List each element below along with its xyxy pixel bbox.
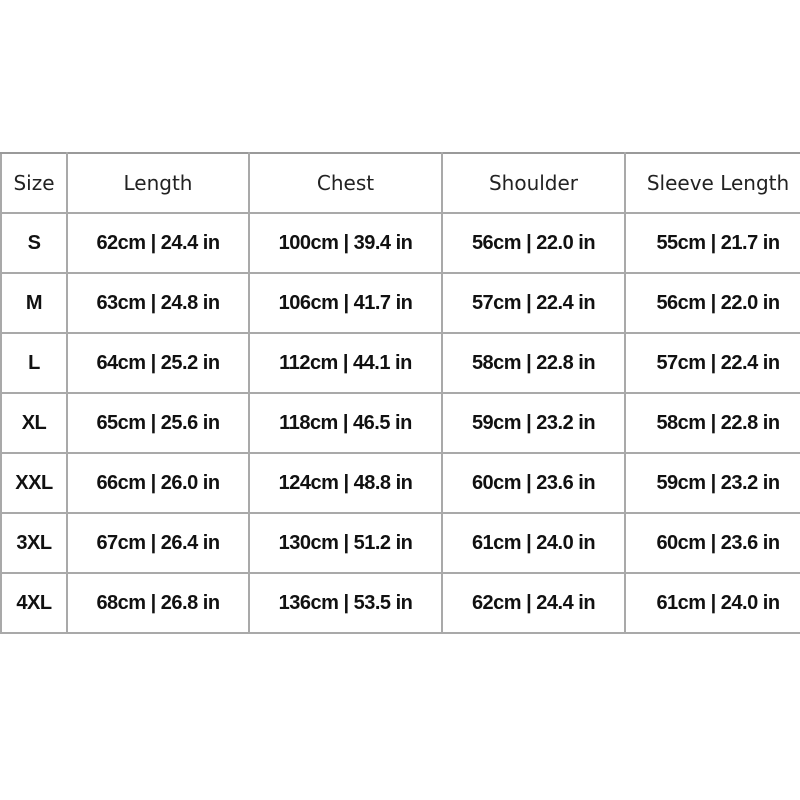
shoulder-cell: 60cm | 23.6 in (442, 453, 625, 513)
shoulder-cell: 57cm | 22.4 in (442, 273, 625, 333)
sleeve-length-cell: 61cm | 24.0 in (625, 573, 800, 633)
length-cell: 62cm | 24.4 in (67, 213, 249, 273)
table-row (1, 213, 800, 273)
shoulder-cell: 58cm | 22.8 in (442, 333, 625, 393)
size-cell: L (1, 333, 67, 393)
sleeve-length-cell: 56cm | 22.0 in (625, 273, 800, 333)
header-chest: Chest (249, 153, 442, 213)
size-chart-table (0, 152, 800, 634)
size-chart-header (1, 153, 800, 213)
size-cell: XL (1, 393, 67, 453)
shoulder-cell: 61cm | 24.0 in (442, 513, 625, 573)
chest-cell: 130cm | 51.2 in (249, 513, 442, 573)
header-shoulder: Shoulder (442, 153, 625, 213)
size-cell: 4XL (1, 573, 67, 633)
size-cell: 3XL (1, 513, 67, 573)
table-row (1, 333, 800, 393)
sleeve-length-cell: 55cm | 21.7 in (625, 213, 800, 273)
size-cell: S (1, 213, 67, 273)
sleeve-length-cell: 57cm | 22.4 in (625, 333, 800, 393)
size-cell: M (1, 273, 67, 333)
chest-cell: 112cm | 44.1 in (249, 333, 442, 393)
table-row (1, 393, 800, 453)
chest-cell: 124cm | 48.8 in (249, 453, 442, 513)
sleeve-length-cell: 58cm | 22.8 in (625, 393, 800, 453)
header-size: Size (1, 153, 67, 213)
size-chart-body (1, 213, 800, 633)
header-length: Length (67, 153, 249, 213)
chest-cell: 106cm | 41.7 in (249, 273, 442, 333)
chest-cell: 100cm | 39.4 in (249, 213, 442, 273)
header-row (1, 153, 800, 213)
table-row (1, 453, 800, 513)
length-cell: 67cm | 26.4 in (67, 513, 249, 573)
table-row (1, 273, 800, 333)
shoulder-cell: 56cm | 22.0 in (442, 213, 625, 273)
length-cell: 63cm | 24.8 in (67, 273, 249, 333)
header-sleeve-length: Sleeve Length (625, 153, 800, 213)
sleeve-length-cell: 60cm | 23.6 in (625, 513, 800, 573)
size-cell: XXL (1, 453, 67, 513)
sleeve-length-cell: 59cm | 23.2 in (625, 453, 800, 513)
length-cell: 68cm | 26.8 in (67, 573, 249, 633)
length-cell: 65cm | 25.6 in (67, 393, 249, 453)
shoulder-cell: 59cm | 23.2 in (442, 393, 625, 453)
table-row (1, 513, 800, 573)
shoulder-cell: 62cm | 24.4 in (442, 573, 625, 633)
length-cell: 64cm | 25.2 in (67, 333, 249, 393)
chest-cell: 118cm | 46.5 in (249, 393, 442, 453)
chest-cell: 136cm | 53.5 in (249, 573, 442, 633)
table-row (1, 573, 800, 633)
length-cell: 66cm | 26.0 in (67, 453, 249, 513)
